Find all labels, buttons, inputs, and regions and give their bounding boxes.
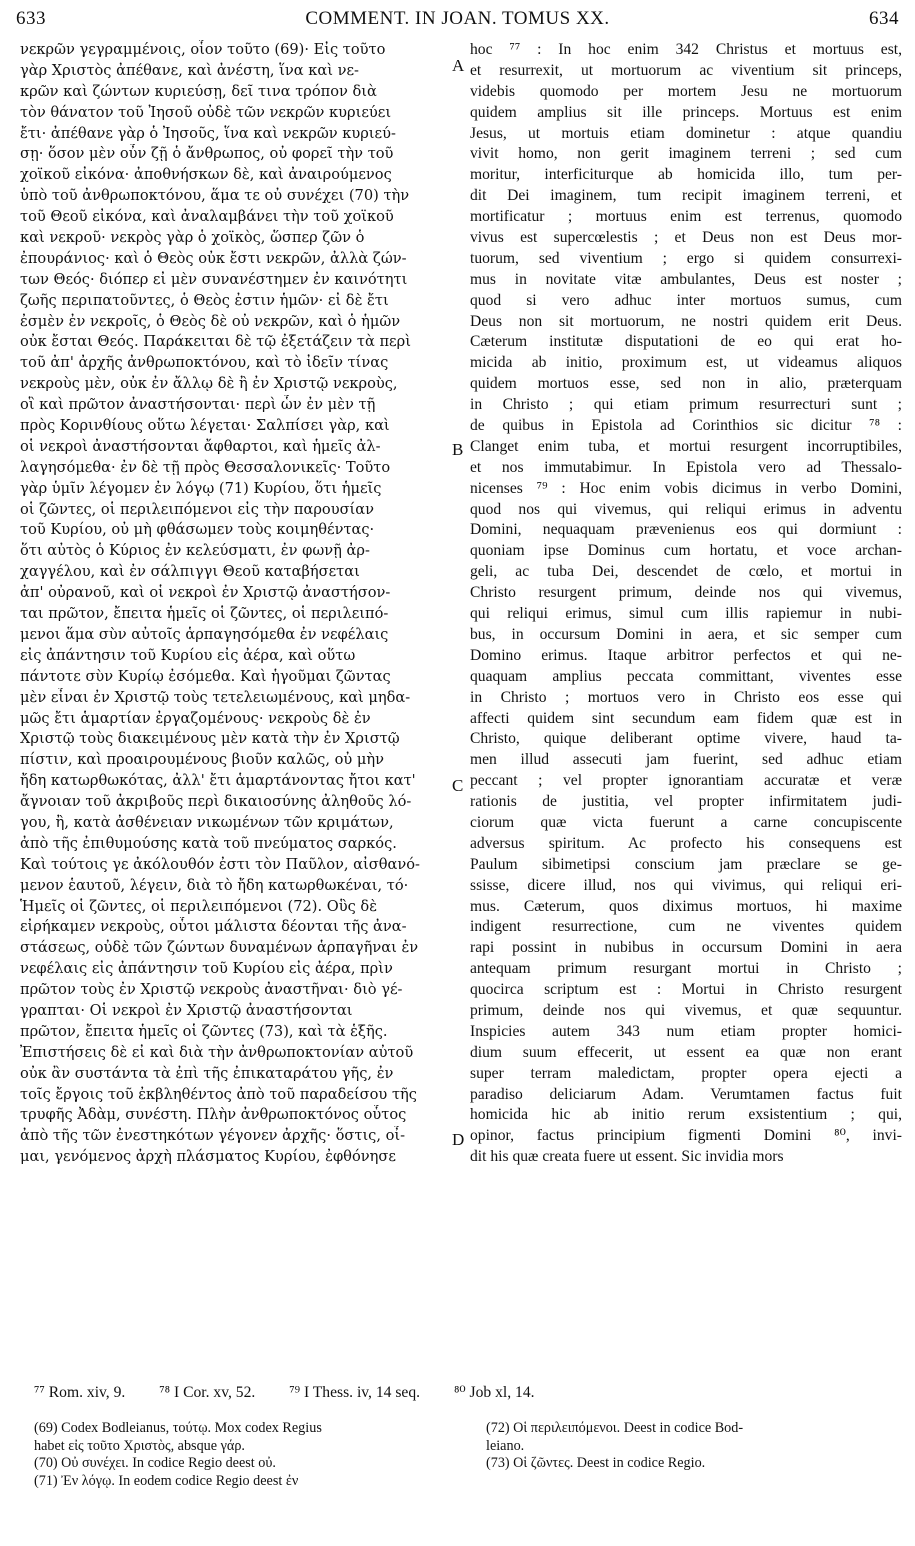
latin-text-line: antequam primum resurgant mortui in Christo ;: [470, 960, 902, 978]
page-number-left: 633: [16, 8, 46, 29]
greek-text-line: τοῦ ἀπ' ἀρχῆς ἀνθρωποκτόνου, καὶ τὸ ἰδεῖν τίνας: [20, 354, 389, 372]
greek-text-line: ἄγνοιαν τοῦ ἀκριβοῦς περὶ δικαιοσύνης ἀληθοῦς λό-: [20, 793, 412, 811]
critical-note-line: (70) Οὐ συνέχει. In codice Regio deest οὐ.: [34, 1455, 276, 1472]
greek-text-line: Χριστῷ τοὺς διακειμένους μὲν κατὰ τὴν ἐν Χριστῷ: [20, 730, 400, 748]
greek-text-line: καὶ νεκροῦ· νεκρὸς γὰρ ὁ χοϊκὸς, ὥσπερ ζῶν ὁ: [20, 229, 365, 247]
greek-text-line: πίστιν, καὶ προαιρουμένους βιοῦν καλῶς, οὐ μὴν: [20, 751, 385, 769]
critical-note-line: habet εἰς τοῦτο Χριστὸς, absque γάρ.: [34, 1437, 245, 1454]
greek-text-line: των Θεός· διόπερ εἰ μὲν συνανέστημεν ἐν καινότητι: [20, 270, 408, 288]
latin-text-line: Domini, nequaquam prævenienus eos qui dormiunt :: [470, 521, 902, 539]
latin-text-column: [470, 40, 902, 1168]
greek-text-line: ζωῆς περιπατοῦντες, ὁ Θεὸς ἐστιν ἡμῶν· εἰ δὲ ἔτι: [20, 291, 389, 309]
critical-notes-left: [34, 1420, 454, 1490]
greek-text-line: πρῶτον, ἔπειτα ἡμεῖς οἱ ζῶντες (73), καὶ τὰ ἑξῆς.: [20, 1022, 388, 1040]
latin-text-line: opinor, factus principium figmenti Domini ⁸⁰, invi-: [470, 1127, 902, 1145]
latin-text-line: vivit homo, non gerit imaginem terreni ; sed cum: [470, 145, 902, 163]
latin-text-line: Inspicies autem 343 num etiam propter homici-: [470, 1022, 902, 1040]
greek-text-line: μὲν εἶναι ἐν Χριστῷ τοὺς τετελειωμένους, καὶ μηδα-: [20, 688, 411, 706]
latin-text-line: dit his quæ creata fuere ut essent. Sic invidia mors: [470, 1148, 784, 1166]
greek-text-line: τὸν θάνατον τοῦ Ἰησοῦ οὐδὲ τῶν νεκρῶν κυριεύει: [20, 103, 392, 121]
critical-note-line: (73) Οἱ ζῶντες. Deest in codice Regio.: [486, 1455, 706, 1472]
margin-letter-b: B: [452, 440, 464, 459]
latin-text-line: quocirca scriptum est : Mortui in Christo resurgent: [470, 981, 902, 999]
greek-text-line: πάντοτε σὺν Κυρίῳ ἐσόμεθα. Καὶ ἡγοῦμαι ζῶντας: [20, 667, 391, 685]
scripture-footnotes: [34, 1383, 891, 1402]
latin-text-line: rapi possint in nubibus in occursum Domini in aera: [470, 939, 902, 957]
greek-text-line: ἀπὸ τῆς τῶν ἐνεστηκότων γέγονεν ἀρχῆς· ὅστις, οἶ-: [20, 1127, 406, 1145]
greek-text-line: ἀπὸ τῆς ἐπιθυμούσης κατὰ τοῦ πνεύματος σαρκός.: [20, 834, 397, 852]
latin-text-line: men illud assecuti jam fuerint, sed adhuc etiam: [470, 751, 902, 769]
greek-text-line: ἔτι· ἀπέθανε γὰρ ὁ Ἰησοῦς, ἵνα καὶ νεκρῶν κυριεύ-: [20, 124, 396, 142]
greek-text-line: σῃ· ὅσον μὲν οὖν ζῇ ὁ ἄνθρωπος, οὐ φορεῖ τὴν τοῦ: [20, 145, 394, 163]
greek-text-line: μενοι ἅμα σὺν αὐτοῖς ἁρπαγησόμεθα ἐν νεφέλαις: [20, 625, 389, 643]
latin-text-line: quoniam ipse Dominus cum hortatu, et voce archan-: [470, 542, 902, 560]
latin-text-line: Jesus, ut mortuis etiam dominetur : atque quandiu: [470, 124, 902, 142]
latin-text-line: hoc ⁷⁷ : In hoc enim 342 Christus et mortuus est,: [470, 41, 902, 58]
greek-text-line: οὐκ ἂν συστάντα τὰ ἐπὶ τῆς ἐπικαταράτου γῆς, ἐν: [20, 1064, 394, 1082]
greek-text-line: τοῖς ἔργοις τοῦ ἐκβληθέντος ἀπὸ τοῦ παραδείσου τῆς: [20, 1085, 417, 1103]
running-title: COMMENT. IN JOAN. TOMUS XX.: [305, 8, 610, 29]
greek-text-line: οἳ καὶ πρῶτον ἀναστήσονται· περὶ ὧν ἐν μὲν τῇ: [20, 396, 376, 414]
latin-text-line: vivus est supercœlestis ; et Deus non est Deus mor-: [470, 229, 902, 247]
greek-text-line: νεφέλαις εἰς ἀπάντησιν τοῦ Κυρίου εἰς ἀέρα, πρὶν: [20, 960, 393, 978]
greek-text-line: πρὸς Κορινθίους οὕτω λέγεται· Σαλπίσει γὰρ, καὶ: [20, 417, 390, 435]
greek-text-line: λαγησόμεθα· ἐν δὲ τῇ πρὸς Θεσσαλονικεῖς· Τοῦτο: [20, 458, 391, 476]
critical-note-line: (69) Codex Bodleianus, τούτῳ. Mox codex Regius: [34, 1420, 322, 1436]
greek-text-line: οὐκ ἔσται Θεός. Παράκειται δὲ τῷ ἐξετάζειν τὰ περὶ: [20, 333, 411, 351]
greek-text-line: χαγγέλου, καὶ ἐν σάλπιγγι Θεοῦ καταβήσεται: [20, 563, 360, 581]
latin-text-line: videbis quomodo per mortem Jesu ne mortuorum: [470, 82, 902, 100]
greek-text-line: τοῦ Θεοῦ εἰκόνα, καὶ ἀναλαμβάνει τὴν τοῦ χοϊκοῦ: [20, 208, 394, 226]
latin-text-line: in Christo ; mortuos vero in Christo eos esse qui: [470, 688, 902, 706]
greek-text-line: ὑπὸ τοῦ ἀνθρωποκτόνου, ἅμα τε οὐ συνέχει (70) τὴν: [20, 187, 410, 205]
latin-text-line: tuorum, sed viventium ; ergo si quidem consurrexi-: [470, 249, 902, 267]
latin-text-line: et nos immutabimur. In Epistola vero ad Thessalo-: [470, 458, 902, 476]
latin-text-line: geli, ac tuba Dei, descendet de cœlo, et mortui in: [470, 563, 902, 581]
greek-text-line: μενον ἑαυτοῦ, λέγειν, διὰ τὸ ἤδη κατωρθωκέναι, τό·: [20, 876, 409, 894]
latin-text-line: in Christo ; qui etiam primum resurrecturi sunt ;: [470, 396, 902, 414]
greek-text-line: ἀπ' οὐρανοῦ, καὶ οἱ νεκροὶ ἐν Χριστῷ ἀναστήσον-: [20, 584, 391, 602]
greek-text-line: νεκρῶν γεγραμμένοις, οἷον τοῦτο (69)· Εἰς τοῦτο: [20, 41, 386, 58]
running-header: [16, 8, 899, 36]
latin-text-line: micida ab initio, proximum est, ut videamus aliquos: [470, 354, 902, 372]
footnote-78: ⁷⁸ I Cor. xv, 52.: [159, 1384, 256, 1401]
greek-text-line: γραπται· Οἱ νεκροὶ ἐν Χριστῷ ἀναστήσονται: [20, 1001, 353, 1019]
latin-text-line: quod nos qui vivemus, qui reliqui erimus in adventu: [470, 500, 902, 518]
latin-text-line: et resurrexit, ut mortuorum ac viventium sit princeps,: [470, 61, 902, 79]
latin-text-line: Clanget enim tuba, et mortui resurgent incorruptibiles,: [470, 437, 902, 455]
greek-text-line: χοϊκοῦ εἰκόνα· ἀποθνήσκων δὲ, καὶ ἀναιρούμενος: [20, 166, 392, 184]
greek-text-line: εἰς ἀπάντησιν τοῦ Κυρίου εἰς ἀέρα, καὶ οὕτω: [20, 646, 356, 664]
latin-text-line: de quibus in Epistola ad Corinthios sic dicitur ⁷⁸ :: [470, 417, 902, 435]
greek-text-line: ἤδη κατωρθωκότας, ἀλλ' ἔτι ἁμαρτάνοντας ἤτοι κατ': [20, 772, 416, 790]
latin-text-line: mus in novitate vitæ ambulantes, Deus est noster ;: [470, 270, 902, 288]
latin-text-line: dium suum effecerit, ut essent ea quæ non erant: [470, 1043, 902, 1061]
greek-text-line: οἱ νεκροὶ ἀναστήσονται ἄφθαρτοι, καὶ ἡμεῖς ἀλ-: [20, 437, 381, 455]
latin-text-line: Christo, quique deliberant optime vivere, haud ta-: [470, 730, 902, 748]
margin-letter-c: C: [452, 776, 464, 795]
greek-text-column: [20, 40, 448, 1168]
latin-text-line: Deus non sit mortuorum, ne nostri quidem erit Deus.: [470, 312, 902, 330]
greek-text-line: μῶς ἔτι ἁμαρτίαν ἐργαζομένους· νεκροὺς δὲ ἐν: [20, 709, 371, 727]
greek-text-line: κρῶν καὶ ζώντων κυριεύσῃ, δεῖ τινα τρόπον διὰ: [20, 82, 377, 100]
greek-text-line: εἰρήκαμεν νεκροὺς, οὗτοι μάλιστα δέονται τῆς ἀνα-: [20, 918, 407, 936]
margin-letter-a: A: [452, 56, 465, 75]
latin-text-line: indigent resurrectione, cum ne viventes quidem: [470, 918, 902, 936]
greek-text-line: γου, ἢ, κατὰ ἀσθένειαν νικωμένων τῶν κριμάτων,: [20, 813, 394, 831]
latin-text-line: Domino erimus. Itaque arbitror perfectos et qui ne-: [470, 646, 902, 664]
footnote-79: ⁷⁹ I Thess. iv, 14 seq.: [289, 1384, 421, 1401]
latin-text-line: rationis de justitia, vel propter infirmitatem judi-: [470, 793, 902, 811]
critical-note-line: (72) Οἱ περιλειπόμενοι. Deest in codice Bod-: [486, 1420, 744, 1436]
greek-text-line: Ἐπιστήσεις δὲ εἰ καὶ διὰ τὴν ἀνθρωποκτονίαν αὐτοῦ: [20, 1043, 414, 1061]
latin-text-line: ssisse, dicere illud, nos qui vivimus, qui reliqui eri-: [470, 876, 902, 894]
latin-text-line: qui reliqui erimus, simul cum illis rapiemur in nubi-: [470, 605, 902, 623]
greek-text-line: Ἡμεῖς οἱ ζῶντες, οἱ περιλειπόμενοι (72). Οὓς δὲ: [20, 897, 378, 915]
latin-text-line: quidem mortuos esse, sed non in alio, præterquam: [470, 375, 902, 393]
greek-text-line: Καὶ τούτοις γε ἀκόλουθόν ἐστι τὸν Παῦλον, αἰσθανό-: [20, 855, 420, 873]
latin-text-line: quaquam amplius peccata committant, viventes esse: [470, 667, 902, 685]
greek-text-line: τρυφῆς Ἀδὰμ, συνέστη. Πλὴν ἀνθρωποκτόνος οὗτος: [20, 1106, 407, 1124]
latin-text-line: ciorum quæ victa fuerunt a carne concupiscente: [470, 813, 902, 831]
greek-text-line: ἐσμὲν ἐν νεκροῖς, ὁ Θεὸς δὲ οὐ νεκρῶν, καὶ ὁ ἡμῶν: [20, 312, 401, 330]
critical-note-line: leiano.: [486, 1437, 525, 1454]
footnote-80: ⁸⁰ Job xl, 14.: [453, 1384, 535, 1401]
latin-text-line: affecti quidem sint secundum eam fidem quæ est in: [470, 709, 902, 727]
latin-text-line: homicida hic ab initio rerum exsistentium ; qui,: [470, 1106, 902, 1124]
page-number-right: 634: [869, 8, 899, 29]
greek-text-line: ὅτι αὐτὸς ὁ Κύριος ἐν κελεύσματι, ἐν φωνῇ ἀρ-: [20, 542, 370, 560]
greek-text-line: τοῦ Κυρίου, οὐ μὴ φθάσωμεν τοὺς κοιμηθέντας·: [20, 521, 375, 539]
latin-text-line: super terram maledictam, propter opera ejecti a: [470, 1064, 902, 1082]
latin-text-line: adversus spiritum. Ac profecto his consequens est: [470, 834, 902, 852]
greek-text-line: γὰρ ὑμῖν λέγομεν ἐν λόγῳ (71) Κυρίου, ὅτι ἡμεῖς: [20, 479, 382, 497]
latin-text-line: nicenses ⁷⁹ : Hoc enim vobis dicimus in verbo Domini,: [470, 479, 902, 497]
greek-text-line: γὰρ Χριστὸς ἀπέθανε, καὶ ἀνέστη, ἵνα καὶ νε-: [20, 61, 359, 79]
latin-text-line: quod si vero adhuc inter mortuos sumus, cum: [470, 291, 902, 309]
latin-text-line: primum, deinde nos qui vivemus, et quæ sequuntur.: [470, 1001, 902, 1019]
footnote-77: ⁷⁷ Rom. xiv, 9.: [34, 1384, 126, 1401]
margin-letter-d: D: [452, 1130, 465, 1149]
latin-text-line: dit Dei imaginem, tum recipit imaginem terreni, et: [470, 187, 902, 205]
latin-text-line: Christo resurgent primum, deinde nos qui vivemus,: [470, 584, 902, 602]
greek-text-line: νεκροὺς μὲν, οὐκ ἐν ἄλλῳ δὲ ἢ ἐν Χριστῷ νεκροὺς,: [20, 375, 398, 393]
latin-text-line: mus. Cæterum, quos diximus mortuos, hi maxime: [470, 897, 902, 915]
latin-text-line: moritur, interficiturque ab homicida illo, tum per-: [470, 166, 902, 184]
latin-text-line: Cæterum institutæ disputationi de eo qui erat ho-: [470, 333, 902, 351]
latin-text-line: peccant ; vel propter ignorantiam accuratæ et veræ: [470, 772, 902, 790]
greek-text-line: ἐπουράνιος· καὶ ὁ Θεὸς οὐκ ἔστι νεκρῶν, ἀλλὰ ζών-: [20, 249, 407, 267]
greek-text-line: πρῶτον τοὺς ἐν Χριστῷ νεκροὺς ἀναστῆναι· διὸ γέ-: [20, 981, 403, 999]
greek-text-line: οἱ ζῶντες, οἱ περιλειπόμενοι εἰς τὴν παρουσίαν: [20, 500, 375, 518]
critical-note-line: (71) Ἐν λόγῳ. In eodem codice Regio deest ἐν: [34, 1472, 299, 1489]
critical-notes-right: [486, 1420, 906, 1473]
greek-text-line: μαι, γενόμενος ἀρχὴ πλάσματος Κυρίου, ἐφθόνησε: [20, 1148, 396, 1166]
latin-text-line: Paulum sibimetipsi conscium jam præclare se ge-: [470, 855, 902, 873]
latin-text-line: quidem amplius sit ille princeps. Mortuus est enim: [470, 103, 902, 121]
greek-text-line: ται πρῶτον, ἔπειτα ἡμεῖς οἱ ζῶντες, οἱ περιλειπό-: [20, 605, 389, 623]
latin-text-line: mortificatur ; mortuus enim est terrenus, quomodo: [470, 208, 902, 226]
latin-text-line: bus, in occursum Domini in aera, et sic semper cum: [470, 625, 902, 643]
latin-text-line: paradiso deliciarum Adam. Verumtamen factus fuit: [470, 1085, 902, 1103]
greek-text-line: στάσεως, οὐδὲ τῶν ζώντων δυναμένων ἁρπαγῆναι ἐν: [20, 939, 419, 957]
